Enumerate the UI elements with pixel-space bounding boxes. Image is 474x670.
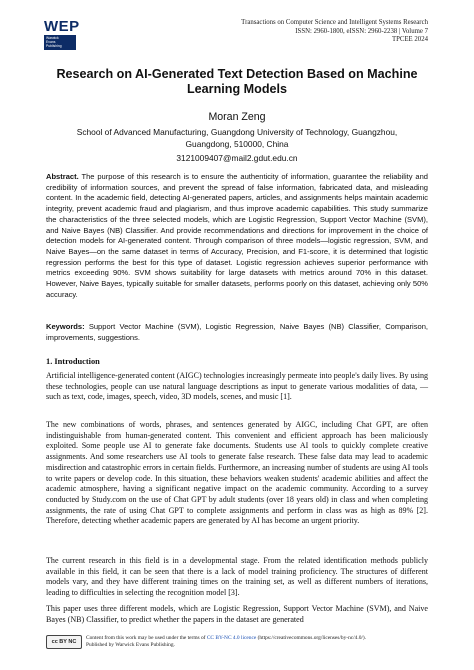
abstract-label: Abstract.	[46, 172, 79, 181]
logo-line: Evans	[46, 40, 56, 45]
abstract-text: The purpose of this research is to ensure the authenticity of information, guarantee the reliability and credibility of information sources, and prevent the spread of false information, fabricated data, and misleading content. In the academic field, detecting AI-generated papers, articles, and assignments helps maintain academic integrity, prevent academic fraud and plagiarism, and thus improve academic capabilities. This study summarize the characteristics of the three selected models, which are Logistic Regression, Support Vector Machine (SVM), and Naive Bayes (NB) Classifier. And provide recommendations and directions for improvement in the choice of detection models for AI-generated content. Through comparison of three models—logistic regression, SVM, and Naive Bayes—on the same dataset in terms of Accuracy, Precision, and F1-score, it is determined that logistic regression performs the best for this type of dataset. Logistic regression achieves superior performance with metrics exceeding 90%. SVM shows suitability for large datasets with metrics around 70% in this dataset. However, Naive Bayes, typically suitable for smaller datasets, performs poorly on this dataset, achieving only 50% accuracy.	[46, 172, 428, 299]
journal-name: Transactions on Computer Science and Intelligent Systems Research	[241, 19, 428, 26]
body-paragraph: The new combinations of words, phrases, and sentences generated by AIGC, including Chat GPT, are often indistinguishable from human-generated content. This convenient and efficient approach has been maliciously exploited. Some people use AI to generate fake documents. Students use AI tools to quickly complete creative assignments. And some researchers use AI tools to generate false research. These false data may lead to academic misdirection and catastrophic errors in certain fields. Furthermore, an increasing number of students are using AI tools to write papers or develop code. In this situation, these behaviors weaken students' academic abilities and affect the academic atmosphere, having a significant negative impact on the academic community. According to a survey conducted by Study.com on the use of Chat GPT by adult students (over 18 years old) in class and when completing assignments, the rate of using Chat GPT to complete assignments and perform in class was as high as 89% [2]. Therefore, detecting whether academic papers are generated by AI has become an urgent priority.	[46, 420, 428, 526]
keywords-label: Keywords:	[46, 322, 85, 331]
section-heading: 1. Introduction	[46, 357, 100, 366]
paper-title: Research on AI-Generated Text Detection Based on Machine Learning Models	[56, 67, 418, 97]
author-affiliation	[40, 127, 434, 150]
journal-issn: ISSN: 2960-1800, eISSN: 2960-2238 | Volume 7	[295, 27, 428, 35]
publisher-logo-mark: WEP	[44, 18, 80, 35]
body-paragraph: Artificial intelligence-generated content (AIGC) technologies increasingly permeate into people's daily lives. By using these technologies, people can use natural language descriptions as input to generate various modalities of data, —such as text, code, images, speech, video, 3D models, scenes, and music [1].	[46, 371, 428, 402]
cc-license-icon: cc BY NC	[46, 635, 82, 649]
body-paragraph: The current research in this field is in a developmental stage. From the related identification methods publicly available in this field, it can be seen that there is a lack of model training proficiency. The structures of different models vary, and they have different training times on the training set, as well as different numbers of iterations, leading to difficulties in selecting the recognition model [3].	[46, 556, 428, 598]
license-url: (https://creativecommons.org/licenses/by-nc/4.0/).	[256, 635, 367, 641]
affiliation-line: School of Advanced Manufacturing, Guangdong University of Technology, Guangzhou,	[76, 127, 398, 137]
logo-line: Publishing	[46, 44, 62, 49]
license-footer	[46, 635, 436, 649]
abstract	[46, 172, 428, 300]
affiliation-line: Guangdong, 510000, China	[185, 138, 289, 149]
journal-info	[241, 19, 428, 45]
keywords	[46, 322, 428, 343]
author-name: Moran Zeng	[208, 111, 266, 123]
author-email[interactable]: 3121009407@mail2.gdut.edu.cn	[176, 153, 298, 163]
journal-conference: TPCEE 2024	[391, 36, 428, 44]
publisher-line: Published by Warwick Evans Publishing.	[86, 642, 175, 648]
keywords-text: Support Vector Machine (SVM), Logistic Regression, Naive Bayes (NB) Classifier, Comparison, improvements, suggestions.	[46, 322, 428, 342]
body-paragraph: This paper uses three different models, which are Logistic Regression, Support Vector Machine (SVM), and Naive Bayes (NB) Classifier, to predict whether the papers in the dataset are generated	[46, 604, 428, 624]
logo-line: Warwick	[46, 36, 59, 40]
license-text	[86, 635, 366, 649]
license-link[interactable]: CC BY-NC 4.0 licence	[206, 635, 257, 641]
publisher-logo-subtitle	[44, 35, 76, 50]
publisher-logo	[44, 19, 90, 50]
license-text-prefix: Content from this work may be used under the terms of	[86, 635, 207, 641]
